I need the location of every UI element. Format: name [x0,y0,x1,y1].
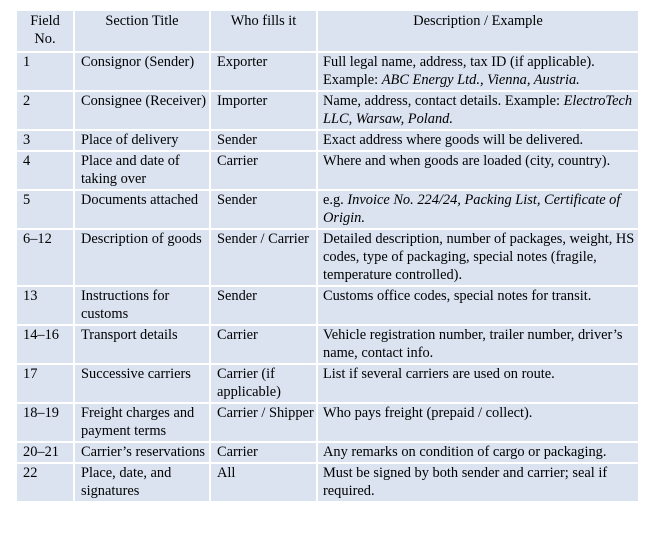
description-text: Exact address where goods will be delivered. [323,132,584,148]
who-fills: Exporter [211,53,316,90]
table-row [17,404,638,441]
table-row [17,365,638,402]
who-fills: Carrier [211,326,316,363]
header-field-no: Field No. [17,11,73,51]
table-row [17,230,638,285]
description [318,404,638,441]
who-fills: Sender [211,131,316,150]
field-number: 1 [17,53,73,90]
who-fills: Sender / Carrier [211,230,316,285]
description-text: Customs office codes, special notes for transit. [323,288,592,304]
table-row [17,326,638,363]
who-fills: All [211,464,316,501]
description [318,464,638,501]
who-fills: Carrier (if applicable) [211,365,316,402]
table-row [17,287,638,324]
who-fills: Sender [211,191,316,228]
description-example: ElectroTech LLC, Warsaw, Poland. [323,93,633,127]
section-title: Documents attached [75,191,209,228]
description [318,131,638,150]
field-number: 20–21 [17,443,73,462]
description [318,287,638,324]
table-row [17,131,638,150]
field-number: 14–16 [17,326,73,363]
who-fills: Importer [211,92,316,129]
field-number: 18–19 [17,404,73,441]
description-text: Where and when goods are loaded (city, country). [323,153,611,169]
header-section-title: Section Title [75,11,209,51]
section-title: Instructions for customs [75,287,209,324]
field-number: 17 [17,365,73,402]
field-number: 3 [17,131,73,150]
description [318,326,638,363]
section-title: Place of delivery [75,131,209,150]
section-title: Place, date, and signatures [75,464,209,501]
table-row [17,443,638,462]
field-number: 13 [17,287,73,324]
section-title: Freight charges and payment terms [75,404,209,441]
description [318,443,638,462]
description-text: Vehicle registration number, trailer number, driver’s name, contact info. [323,327,623,361]
description-example: Invoice No. 224/24, Packing List, Certificate of Origin. [323,192,621,226]
who-fills: Sender [211,287,316,324]
description [318,53,638,90]
who-fills: Carrier [211,443,316,462]
field-number: 6–12 [17,230,73,285]
section-title: Consignee (Receiver) [75,92,209,129]
table-body [17,53,638,501]
description-text: Any remarks on condition of cargo or packaging. [323,444,607,460]
description [318,191,638,228]
section-title: Successive carriers [75,365,209,402]
description-text: Who pays freight (prepaid / collect). [323,405,533,421]
section-title: Carrier’s reservations [75,443,209,462]
field-number: 2 [17,92,73,129]
section-title: Transport details [75,326,209,363]
section-title: Place and date of taking over [75,152,209,189]
description-text: Full legal name, address, tax ID (if applicable). Example: [323,54,595,88]
description-text: Name, address, contact details. Example: [323,93,564,109]
table-row [17,464,638,501]
description [318,230,638,285]
who-fills: Carrier / Shipper [211,404,316,441]
table-header-row [17,11,638,51]
table-row [17,191,638,228]
description [318,92,638,129]
description-example: ABC Energy Ltd., Vienna, Austria. [381,72,580,88]
description-text: List if several carriers are used on route. [323,366,555,382]
field-number: 5 [17,191,73,228]
description-text: Detailed description, number of packages, weight, HS codes, type of packaging, special notes (fragile, temperature controlled). [323,231,635,283]
field-number: 4 [17,152,73,189]
description [318,152,638,189]
description-text: Must be signed by both sender and carrier; seal if required. [323,465,608,499]
cmr-fields-table [15,9,640,503]
description-text: e.g. [323,192,348,208]
description [318,365,638,402]
table-row [17,152,638,189]
field-number: 22 [17,464,73,501]
section-title: Description of goods [75,230,209,285]
header-who-fills: Who fills it [211,11,316,51]
header-description: Description / Example [318,11,638,51]
table-row [17,92,638,129]
cmr-fields-table-container [15,9,640,503]
section-title: Consignor (Sender) [75,53,209,90]
who-fills: Carrier [211,152,316,189]
table-row [17,53,638,90]
